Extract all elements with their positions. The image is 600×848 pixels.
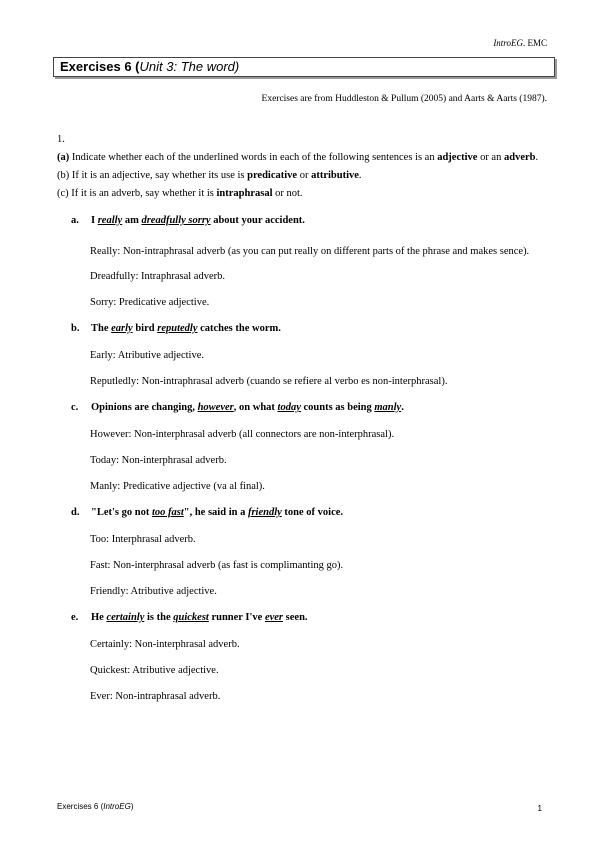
instruction-c-text: (c) If it is an adverb, say whether it is	[57, 188, 217, 199]
page-number: 1	[537, 804, 542, 813]
question-number: 1.	[57, 134, 65, 145]
exercise-item	[57, 505, 549, 599]
exercise-body	[57, 132, 549, 715]
instruction-a-label: (a)	[57, 152, 70, 163]
underlined-word: friendly	[247, 507, 282, 518]
underlined-word: dreadfully sorry	[141, 215, 211, 226]
exercise-sentence	[57, 213, 549, 228]
answer-line: However: Non-interphrasal adverb (all connectors are non-interphrasal).	[90, 429, 395, 440]
instruction-b-bold1: predicative	[247, 170, 298, 181]
instruction-c-text2: or not.	[272, 188, 303, 199]
exercise-sentence	[57, 400, 549, 415]
footer-title-main: Exercises 6 (	[57, 802, 104, 811]
instruction-b-end: .	[358, 170, 362, 181]
instruction-a-text: Indicate whether each of the underlined words in each of the following sentences is an	[69, 152, 438, 163]
sentence-text: counts as being	[300, 402, 375, 413]
underlined-word: ever	[264, 612, 284, 623]
answer-line: Friendly: Atributive adjective.	[90, 586, 217, 597]
sentence-text: about your accident.	[210, 215, 305, 226]
header-course: IntroEG	[493, 38, 523, 48]
instruction-c-bold1: intraphrasal	[216, 188, 273, 199]
instruction-a	[57, 150, 549, 165]
underlined-word: certainly	[106, 612, 145, 623]
exercise-item	[57, 213, 549, 310]
instruction-c	[57, 186, 549, 201]
item-label: b.	[71, 323, 80, 334]
answer-line: Reputledly: Non-intraphrasal adverb (cuando se refiere al verbo es non-interphrasal).	[90, 376, 448, 387]
answer-line: Fast: Non-interphrasal adverb (as fast is complimanting go).	[90, 560, 344, 571]
underlined-word: however	[197, 402, 234, 413]
underlined-word: early	[111, 323, 133, 334]
instruction-b	[57, 168, 549, 183]
instruction-a-bold2: adverb	[503, 152, 536, 163]
answer-line: Dreadfully: Intraphrasal adverb.	[90, 271, 225, 282]
sentence-text: The	[91, 323, 112, 334]
sentence-text: .	[401, 402, 404, 413]
sentence-text: "Let's go not	[91, 507, 152, 518]
sentence-text: bird	[132, 323, 158, 334]
exercise-sentence	[57, 505, 549, 520]
item-label: e.	[71, 612, 79, 623]
item-label: d.	[71, 507, 80, 518]
underlined-word: manly	[374, 402, 402, 413]
header-course-rest: . EMC	[522, 38, 547, 48]
exercise-item	[57, 321, 549, 389]
instruction-a-end: .	[535, 152, 539, 163]
answer-line: Sorry: Predicative adjective.	[90, 297, 210, 308]
title-sub: Unit 3: The word)	[139, 59, 240, 74]
underlined-word: really	[97, 215, 123, 226]
item-label: c.	[71, 402, 79, 413]
footer-title-end: )	[130, 802, 134, 811]
underlined-word: quickest	[173, 612, 209, 623]
underlined-word: too fast	[151, 507, 184, 518]
footer-title	[57, 802, 133, 811]
instructions	[57, 150, 549, 201]
exercise-sentence	[57, 321, 549, 336]
underlined-word: reputedly	[157, 323, 198, 334]
answer-line: Manly: Predicative adjective (va al final).	[90, 481, 265, 492]
answer-line: Early: Atributive adjective.	[90, 350, 205, 361]
answer-line: Certainly: Non-interphrasal adverb.	[90, 639, 240, 650]
answer-line: Today: Non-interphrasal adverb.	[90, 455, 227, 466]
sentence-text: seen.	[283, 612, 308, 623]
answer-line: Too: Interphrasal adverb.	[90, 534, 196, 545]
underlined-word: today	[277, 402, 301, 413]
sentence-text: is the	[144, 612, 174, 623]
sentence-text: I	[91, 215, 98, 226]
sentence-text: He	[91, 612, 107, 623]
exercise-items	[57, 213, 549, 704]
sentence-text: runner I've	[208, 612, 265, 623]
title-main: Exercises 6 (	[60, 59, 140, 74]
instruction-a-text2: or an	[477, 152, 504, 163]
answer-line: Quickest: Atributive adjective.	[90, 665, 219, 676]
answer-line: Ever: Non-intraphrasal adverb.	[90, 691, 221, 702]
sentence-text: catches the worm.	[197, 323, 281, 334]
item-label: a.	[71, 215, 79, 226]
source-note: Exercises are from Huddleston & Pullum (2005) and Aarts & Aarts (1987).	[261, 94, 547, 104]
instruction-b-bold2: attributive	[311, 170, 359, 181]
exercise-item	[57, 400, 549, 494]
sentence-text: ", he said in a	[183, 507, 248, 518]
sentence-text: , on what	[233, 402, 278, 413]
exercise-sentence	[57, 610, 549, 625]
page-title	[53, 57, 555, 77]
instruction-b-text2: or	[297, 170, 312, 181]
sentence-text: Opinions are changing,	[91, 402, 198, 413]
sentence-text: tone of voice.	[281, 507, 344, 518]
exercise-item	[57, 610, 549, 704]
instruction-b-text: (b) If it is an adjective, say whether its use is	[57, 170, 248, 181]
sentence-text: am	[122, 215, 142, 226]
instruction-a-bold1: adjective	[437, 152, 478, 163]
footer-title-italic: IntroEG	[103, 802, 131, 811]
answer-line: Really: Non-intraphrasal adverb (as you can put really on different parts of the phrase and makes sence).	[90, 246, 530, 257]
running-header	[493, 38, 547, 48]
